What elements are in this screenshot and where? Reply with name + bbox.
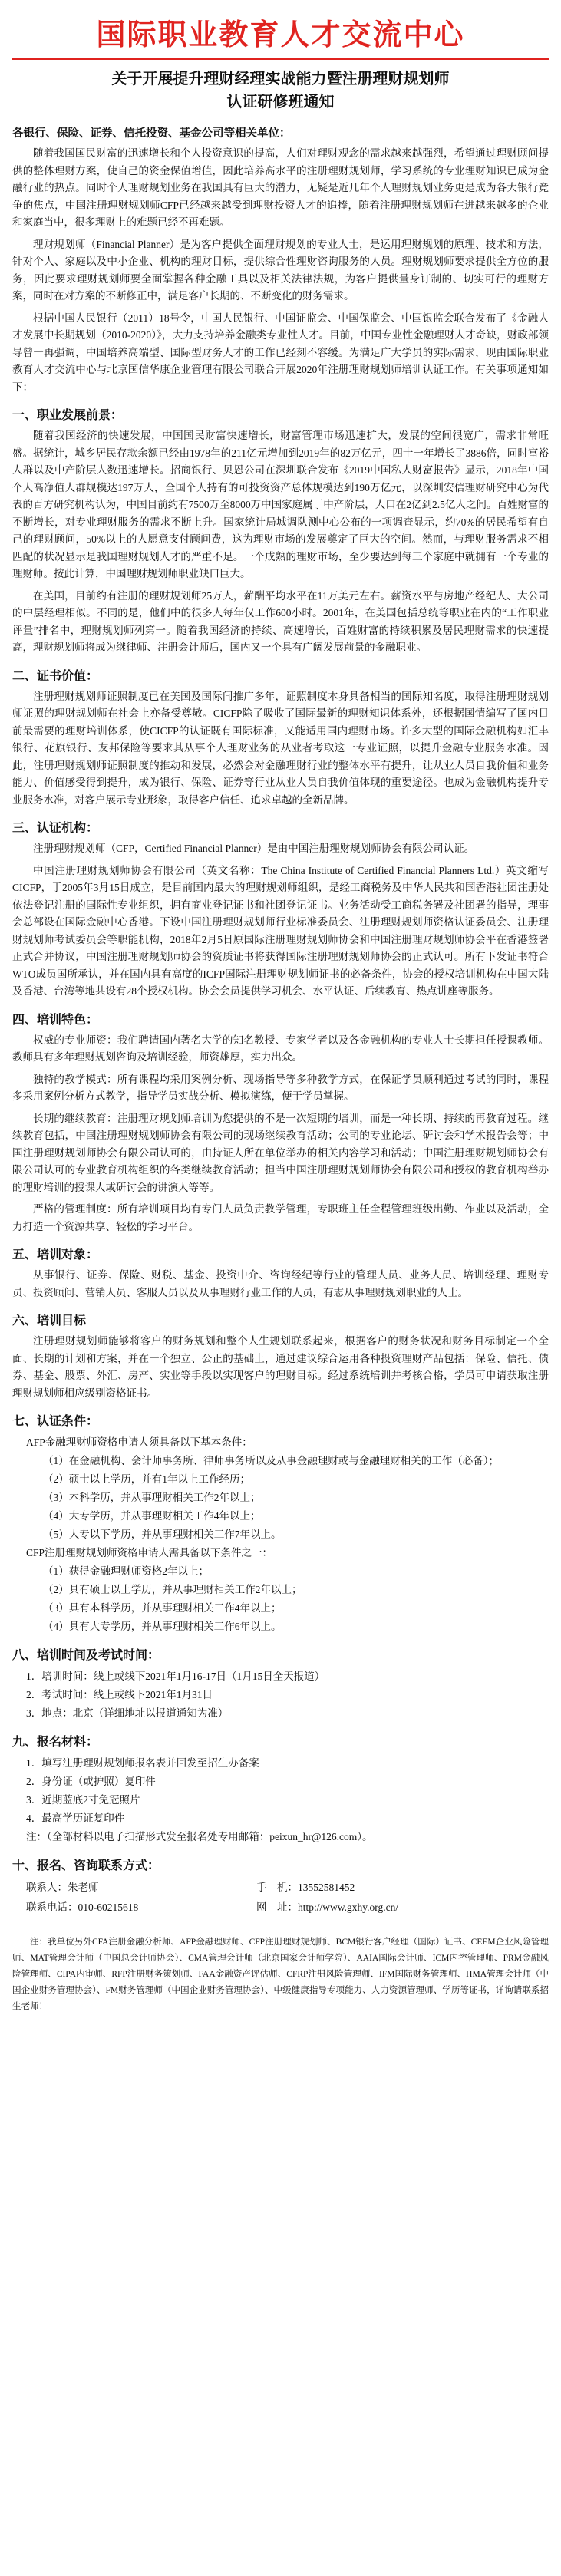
section-certification-conditions [12, 1411, 549, 1636]
contact-mobile-value: 13552581452 [298, 1882, 355, 1893]
section-training-goals [12, 1311, 549, 1402]
list-item: 1．培训时间：线上或线下2021年1月16-17日（1月15日全天报道） [26, 1671, 325, 1682]
section-heading: 一、职业发展前景： [12, 409, 124, 422]
section-heading: 九、报名材料： [12, 1736, 99, 1749]
section-registration-materials [12, 1732, 549, 1846]
conditions-list [12, 1433, 549, 1636]
contact-mobile-label: 手 机： [256, 1882, 298, 1893]
list-item: 3．地点：北京（详细地址以报道通知为准） [26, 1707, 229, 1719]
registration-list [12, 1754, 549, 1846]
list-item: （2）具有硕士以上学历，并从事理财相关工作2年以上； [43, 1584, 302, 1595]
section-heading: 二、证书价值： [12, 669, 99, 683]
section-paragraph: 权威的专业师资：我们聘请国内著名大学的知名教授、专家学者以及各金融机构的专业人士长期担任授课教师。教师具有多年理财规划咨询及培训经验，师资雄厚，实力出众。 [12, 1034, 549, 1063]
intro-paragraph: 根据中国人民银行（2011）18号令，中国人民银行、中国证监会、中国保监会、中国银监会联合发布了《金融人才发展中长期规划（2010-2020）》，大力支持培养金融类专业性人才。目前，中国专业性金融理财人才奇缺，财政部领导曾一再强调，中国培养高端型、国际型财务人才的工作已经刻不容缓。为满足广大学员的实际需求，现由国际职业教育人才交流中心与北京国信华康企业管理有限公司联合开展2020年注册理财规划师培训认证工作。有关事项通知如下： [12, 312, 549, 393]
list-item: （5）大专以下学历，并从事理财相关工作7年以上。 [43, 1529, 282, 1540]
intro-paragraph: 理财规划师（Financial Planner）是为客户提供全面理财规划的专业人士，是运用理财规划的原理、技术和方法，针对个人、家庭以及中小企业、机构的理财目标，提供综合性理财咨询服务的人员。理财规划师要求提供全方位的服务，因此要求理财规划师要全面掌握各种金融工具以及相关法律法规，为客户提供量身订制的、切实可行的理财方案，同时在对方案的不断修正中，满足客户长期的、不断变化的财务需求。 [12, 238, 549, 302]
salutation: 各银行、保险、证券、信托投资、基金公司等相关单位： [12, 127, 291, 140]
contact-website-link[interactable]: http://www.gxhy.org.cn/ [298, 1901, 399, 1913]
contact-person-value: 朱老师 [68, 1882, 99, 1893]
contact-person-label: 联系人： [26, 1882, 68, 1893]
section-certificate-value [12, 666, 549, 810]
document-title [12, 68, 549, 114]
list-item: 2．身份证（或护照）复印件 [26, 1776, 156, 1787]
section-paragraph: 注册理财规划师（CFP，Certified Financial Planner）是由中国注册理财规划师协会有限公司认证。 [33, 843, 475, 854]
list-item: （3）具有本科学历，并从事理财相关工作4年以上； [43, 1602, 282, 1614]
contact-website [256, 1898, 487, 1918]
registration-note: 注：（全部材料以电子扫描形式发至报名处专用邮箱：peixun_hr@126.com）。 [26, 1831, 373, 1842]
section-heading: 十、报名、咨询联系方式： [12, 1859, 160, 1872]
section-contact [12, 1855, 549, 1918]
section-certification-body [12, 818, 549, 1001]
section-paragraph: 注册理财规划师证照制度已在美国及国际间推广多年，证照制度本身具备相当的国际知名度，取得注册理财规划师证照的理财规划师在社会上亦备受尊敬。CICFP除了吸收了国际最新的理财知识体系外，还根据国情编写了国内目前最需要的理财培训体系，使CICFP的认证既有国际标准，又能适用国内理财市场。许多大型的国际金融机构如汇丰银行、花旗银行、友邦保险等要求其从事个人理财业务的从业者考取这一专业证照，以提升金融专业服务水准。因此，注册理财规划师证照制度的推动和发展，必然会对金融理财行业的整体水平有提升，让从业人员自我价值和业务能力、价值感受得到提升，成为银行、保险、证券等行业从业人员自我价值体现的重要途径。也成为金融机构提升专业服务水准，对客户展示专业形象，取得客户信任、追求卓越的全新品牌。 [12, 690, 549, 806]
section-career-prospects [12, 405, 549, 657]
schedule-list [12, 1667, 549, 1723]
list-item: 1．填写注册理财规划师报名表并回发至招生办备案 [26, 1757, 259, 1769]
cfp-conditions-heading: CFP注册理财规划师资格申请人需具备以下条件之一： [26, 1547, 273, 1558]
section-training-features [12, 1010, 549, 1236]
section-paragraph: 在美国，目前约有注册的理财规划师25万人，薪酬平均水平在11万美元左右。薪资水平与房地产经纪人、大公司的中层经理相似。不同的是，他们中的很多人每年仅工作600小时。2001年，在美国包括总统等职业在内的“工作职业评量”排名中，理财规划师列第一。随着我国经济的持续、高速增长，百姓财富的持续积累及居民理财需求的快速提高，理财规划师将成为继律师、注册会计师后，国内又一个具有广阔发展前景的金融职业。 [12, 589, 549, 653]
list-item: （4）大专学历，并从事理财相关工作4年以上； [43, 1510, 261, 1522]
list-item: （1）在金融机构、会计师事务所、律师事务所以及从事金融理财或与金融理财相关的工作（必备）； [43, 1455, 499, 1466]
section-schedule [12, 1645, 549, 1723]
intro [12, 145, 549, 396]
section-paragraph: 中国注册理财规划师协会有限公司（英文名称：The China Institute of Certified Financial Planners Ltd.）英文缩写CICFP，于2005年3月15日成立，是目前国内最大的理财规划师组织，是经工商税务及中华人民共和国香港社团注册处依法登记注册的国际性专业组织，拥有商业登记证书和社团登记证书。业务活动受工商税务署及社团署的指导，理事会总部设在国际金融中心香港。下设中国注册理财规划师行业标准委员会、注册理财规划师资格认证委员会、注册理财规划师考试委员会等职能机构，2018年2月5日原国际注册理财规划师协会和中国注册理财规划师协会平在香港签署正式合并协议，中国注册理财规划师协会的资质证书将获得国际注册理财规划师协会的正式认可。所有下发证书符合WTO成员国所承认，并在国内具有高度的ICFP国际注册理财规划师证书的必备条件，协会的授权培训机构在中国大陆及香港、台湾等地共设有28个授权机构。协会会员提供学习机会、水平认证、后续教育、热点讲座等服务。 [12, 864, 549, 997]
section-heading: 八、培训时间及考试时间： [12, 1649, 160, 1662]
organization-title: 国际职业教育人才交流中心 [96, 19, 465, 51]
contact-phone-value: 010-60215618 [78, 1901, 139, 1913]
section-paragraph: 注册理财规划师能够将客户的财务规划和整个人生规划联系起来，根据客户的财务状况和财务目标制定一个全面、长期的计划和方案，并在一个独立、公正的基础上，通过建议综合运用各种投资理财产品包括：保险、信托、债券、基金、股票、外汇、房产、实业等手段以实现客户的理财目标。经过系统培训并考核合格，学员可申请获取注册理财规划师相应级别资格证书。 [12, 1335, 549, 1399]
section-target-audience [12, 1245, 549, 1301]
list-item: （1）获得金融理财师资格2年以上； [43, 1565, 209, 1577]
section-paragraph: 长期的继续教育：注册理财规划师培训为您提供的不是一次短期的培训，而是一种长期、持续的再教育过程。继续教育包括，中国注册理财规划师协会有限公司的现场继续教育活动；公司的专业论坛、研讨会和学术报告会等；中国注册理财规划师协会有限公司认可的，由持证人所在单位举办的相关内容学习和活动；中国注册理财规划师协会有限公司认可的专业教育机构组织的各类继续教育活动；担当中国注册理财规划师协会有限公司和授权的教育机构举办的理财培训的授课人或研讨会的讲演人等等。 [12, 1112, 549, 1193]
section-paragraph: 随着我国经济的快速发展，中国国民财富快速增长，财富管理市场迅速扩大，发展的空间很宽广，需求非常旺盛。据统计，城乡居民存款余额已经由1978年的211亿元增加到2019年的82万亿元，四十一年增长了3886倍，同时富裕人群以及中产阶层人数迅速增长。招商银行、贝恩公司在深圳联合发布《2019中国私人财富报告》显示，2018年中国个人高净值人群规模达197万人，全国个人持有的可投资资产总体规模达到190万亿元，以深圳安信理财研究中心为代表的百方研究机构认为，中国目前约有7500万至8000万中国家庭属于中产阶层，人口在2亿到2.5亿人之间。百姓财富的不断增长，对专业理财服务的需求不断上升。国家统计局城调队测中心公布的一项调查显示，约70%的居民希望有自己的理财顾问，50%以上的人愿意支付顾问费，这为理财市场的发展奠定了巨大的空间。然而，与理财服务需求不相匹配的状况显示是我国理财规划人才的严重不足。一个成熟的理财市场，至少要达到每三个家庭中就拥有一个专业的理财师。按此计算，中国理财规划师职业缺口巨大。 [12, 430, 549, 579]
contact-phone [26, 1898, 256, 1918]
contact-row [12, 1878, 549, 1898]
section-paragraph: 独特的教学模式：所有课程均采用案例分析、现场指导等多种教学方式，在保证学员顺利通过考试的同时，课程多采用案例分析方式教学，指导学员实战分析、模拟演练，便于学员掌握。 [12, 1073, 549, 1102]
afp-conditions-heading: AFP金融理财师资格申请人须具备以下基本条件： [26, 1436, 252, 1448]
contact-person [26, 1878, 256, 1898]
list-item: （3）本科学历，并从事理财相关工作2年以上； [43, 1492, 261, 1503]
header-divider [12, 58, 549, 60]
section-heading: 四、培训特色： [12, 1013, 99, 1027]
section-heading: 三、认证机构： [12, 822, 99, 835]
contact-phone-label: 联系电话： [26, 1901, 78, 1913]
section-heading: 六、培训目标 [12, 1314, 87, 1328]
contact-mobile [256, 1878, 487, 1898]
section-heading: 五、培训对象： [12, 1248, 99, 1262]
section-heading: 七、认证条件： [12, 1415, 99, 1428]
section-paragraph: 从事银行、证券、保险、财税、基金、投资中介、咨询经纪等行业的管理人员、业务人员、培训经理、理财专员、投资顾问、营销人员、客服人员以及从事理财行业工作的人员，有志从事理财规划职业的人士。 [12, 1269, 549, 1298]
intro-paragraph: 随着我国国民财富的迅速增长和个人投资意识的提高，人们对理财观念的需求越来越强烈，希望通过理财顾问提供的整体理财方案，使自己的资金保值增值，因此培养高水平的注册理财规划师，学习系统的专业理财知识已成为金融行业的热点。同时个人理财规划业务在我国具有巨大的潜力，无疑是近几年个人理财规划业务更是成为各大银行竞争的焦点，中国注册理财规划师CFP已经越来越受到理财投资人才的追捧，随着注册理财规划师在进越来越多的企业和家庭当中，很多理财上的难题已经不再难题。 [12, 147, 549, 228]
document-title-line-2: 认证研修班通知 [226, 94, 335, 110]
list-item: （4）具有大专学历，并从事理财相关工作6年以上。 [43, 1621, 282, 1632]
section-paragraph: 严格的管理制度：所有培训项目均有专门人员负责教学管理，专职班主任全程管理班级出勤、作业以及活动，全力打造一个资源共享、轻松的学习平台。 [12, 1203, 549, 1232]
list-item: 2．考试时间：线上或线下2021年1月31日 [26, 1689, 213, 1700]
list-item: 4．最高学历证复印件 [26, 1812, 125, 1824]
list-item: （2）硕士以上学历，并有1年以上工作经历； [43, 1473, 250, 1485]
document-title-line-1: 关于开展提升理财经理实战能力暨注册理财规划师 [111, 71, 450, 87]
footnote: 注：我单位另外CFA注册金融分析师、AFP金融理财师、CFP注册理财规划师、BCM银行客户经理（国际）证书、CEEM企业风险管理师、MAT管理会计师（中国总会计师协会）、CMA管理会计师（北京国家会计师学院）、AAIA国际会计师、ICM内控管理师、PRM金融风险管理师、CIPA内审师、RFP注册财务策划师、FAA金融资产评估师、CFRP注册风险管理师、IFM国际财务管理师、HMA管理会计师（中国企业财务管理协会）、FM财务管理师（中国企业财务管理协会）、中级健康指导专项能力、人力资源管理师、学历等证书，详询请联系招生老师！ [12, 1938, 549, 2011]
list-item: 3．近期蓝底2寸免冠照片 [26, 1794, 140, 1806]
contact-row [12, 1898, 549, 1918]
contact-website-label: 网 址： [256, 1901, 298, 1913]
